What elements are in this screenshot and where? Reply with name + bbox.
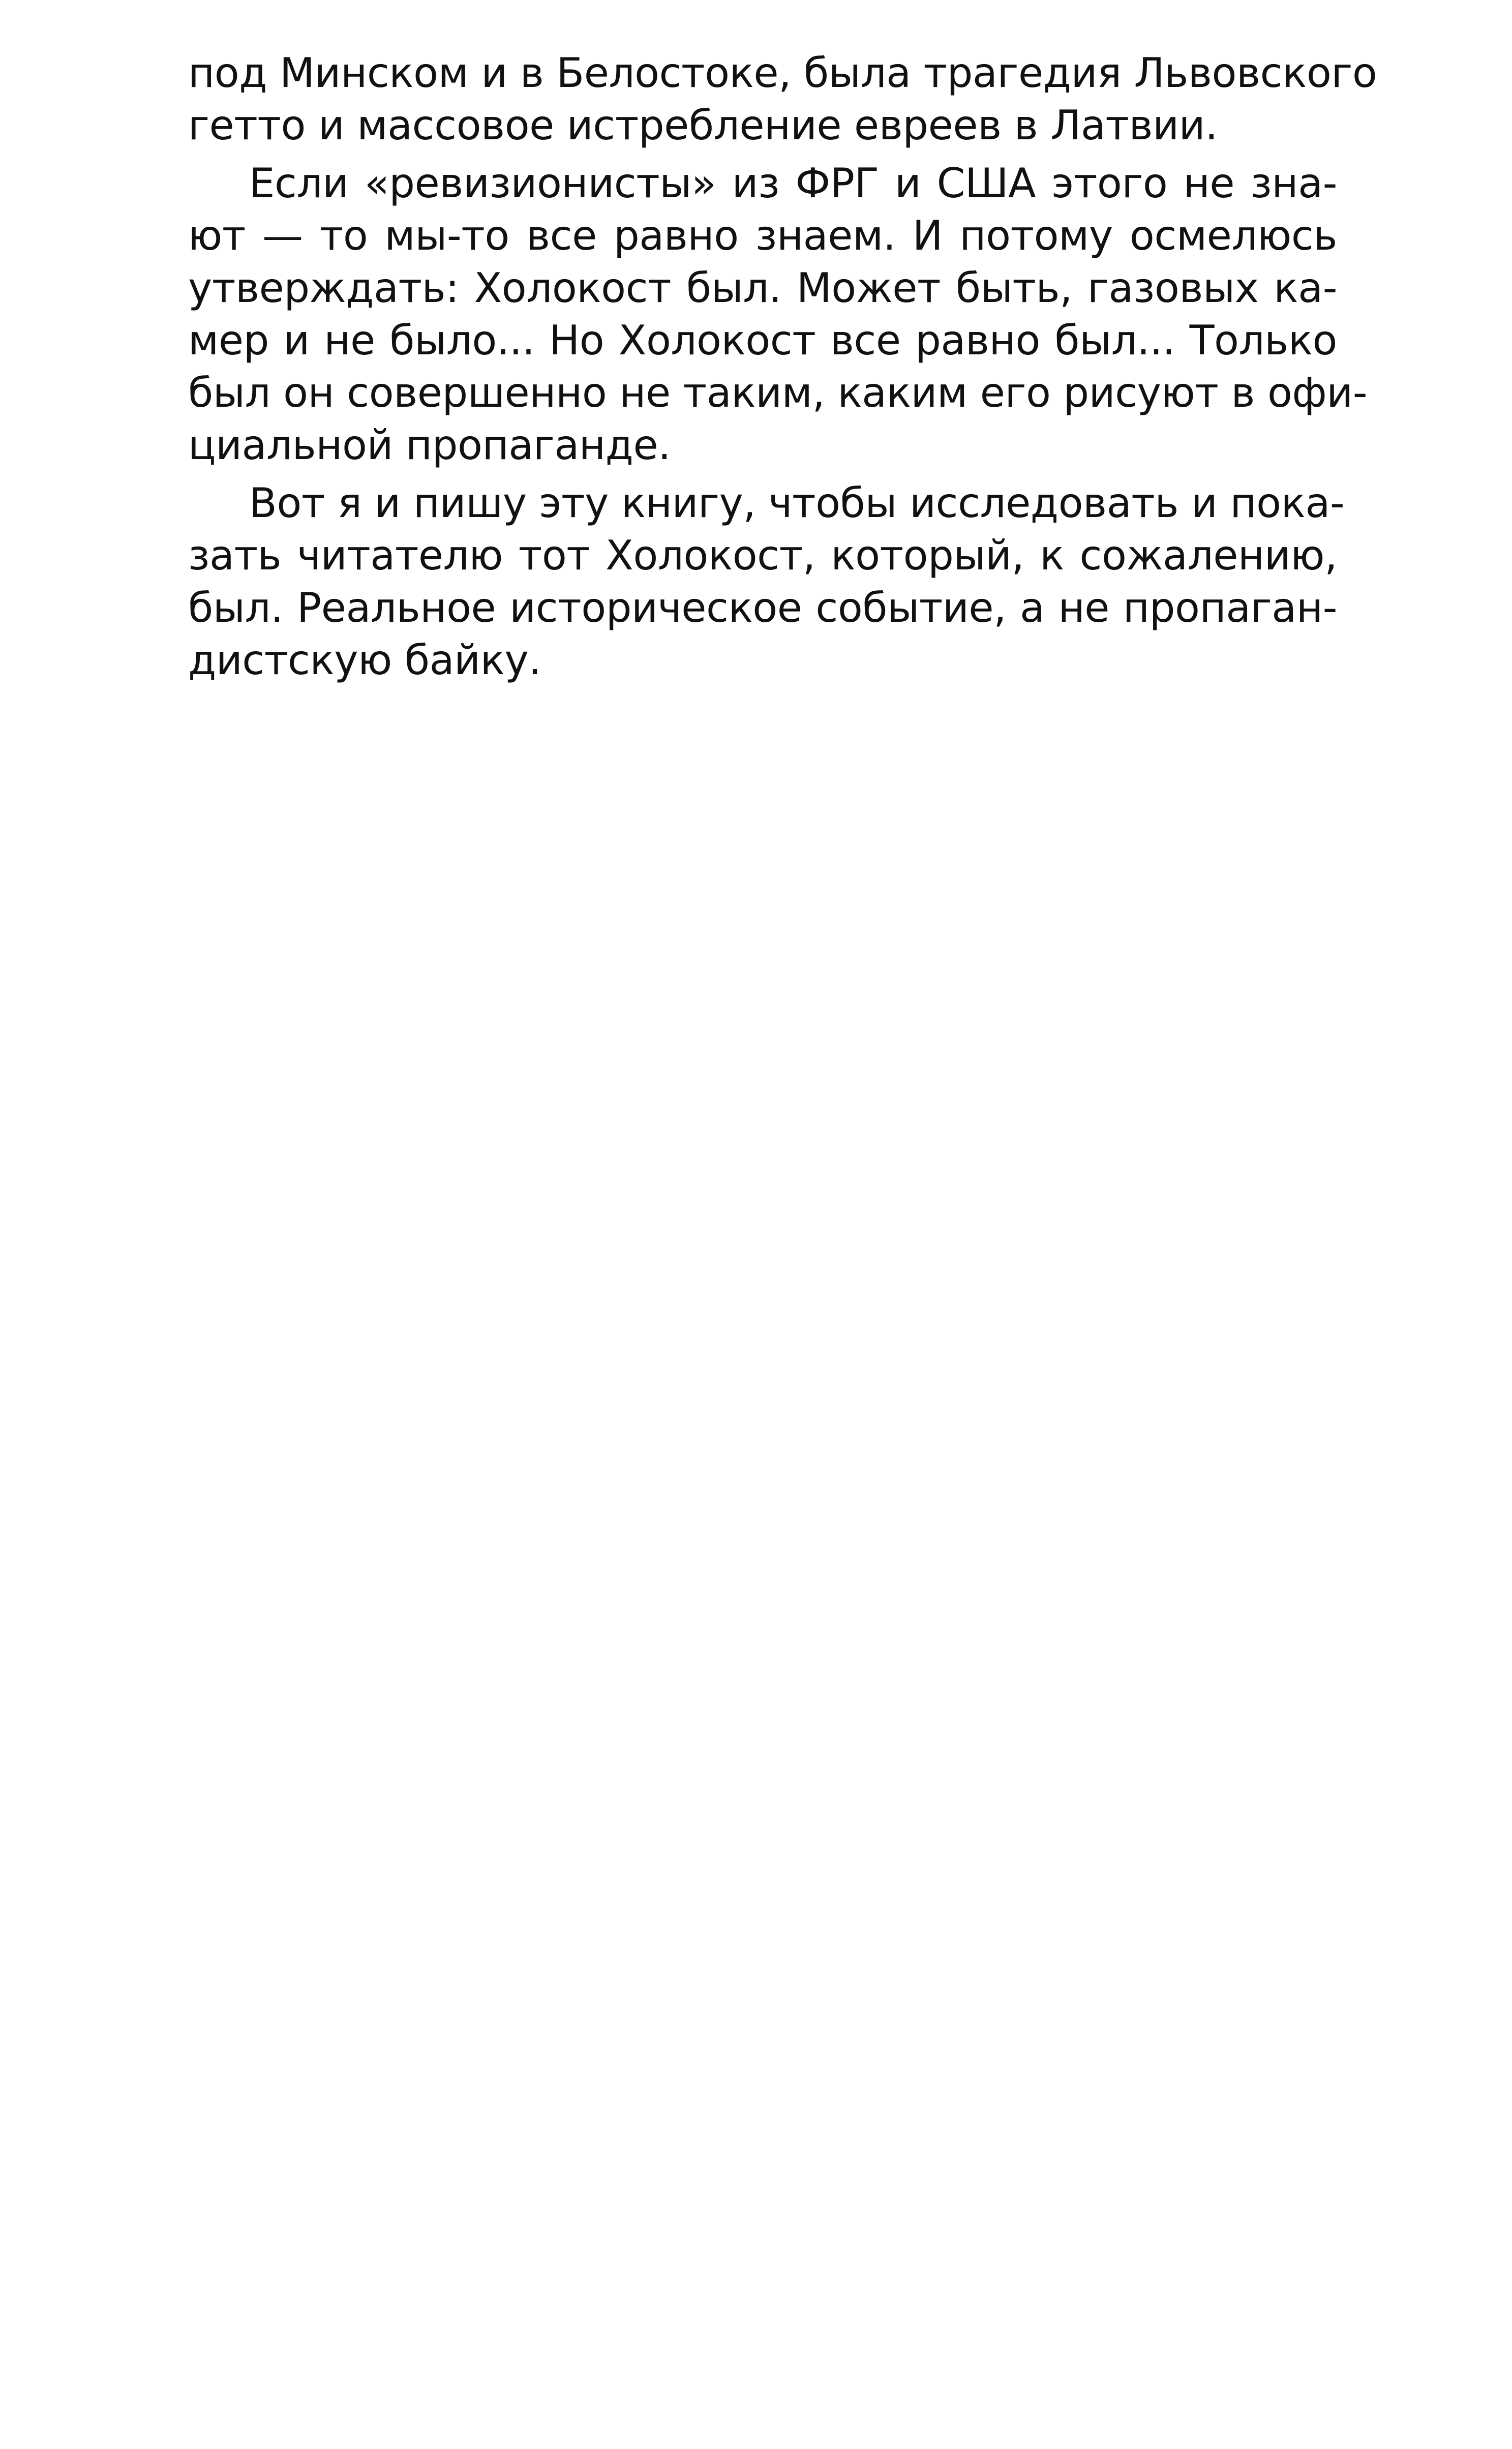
text-line: утверждать: Холокост был. Может быть, газовых ка- xyxy=(188,264,1337,312)
text-line: зать читателю тот Холокост, который, к сожалению, xyxy=(188,532,1337,579)
paragraph-3 xyxy=(188,477,1345,686)
text-line: Если «ревизионисты» из ФРГ и США этого не зна- xyxy=(249,160,1337,207)
text-line: циальной пропаганде. xyxy=(188,421,671,469)
text-line: мер и не было... Но Холокост все равно был... Только xyxy=(188,317,1337,364)
paragraph-1 xyxy=(188,47,1377,152)
body-text xyxy=(188,47,1377,686)
paragraph-2 xyxy=(188,157,1368,471)
text-line: ют — то мы-то все равно знаем. И потому осмелюсь xyxy=(188,212,1337,259)
text-line: гетто и массовое истребление евреев в Латвии. xyxy=(188,102,1218,149)
text-line: дистскую байку. xyxy=(188,637,541,684)
text-line: был он совершенно не таким, каким его рисуют в офи- xyxy=(188,369,1368,416)
text-line: был. Реальное историческое событие, а не пропаган- xyxy=(188,584,1337,631)
text-line: Вот я и пишу эту книгу, чтобы исследовать и пока- xyxy=(249,479,1345,527)
text-line: под Минском и в Белостоке, была трагедия Львовского xyxy=(188,49,1377,97)
